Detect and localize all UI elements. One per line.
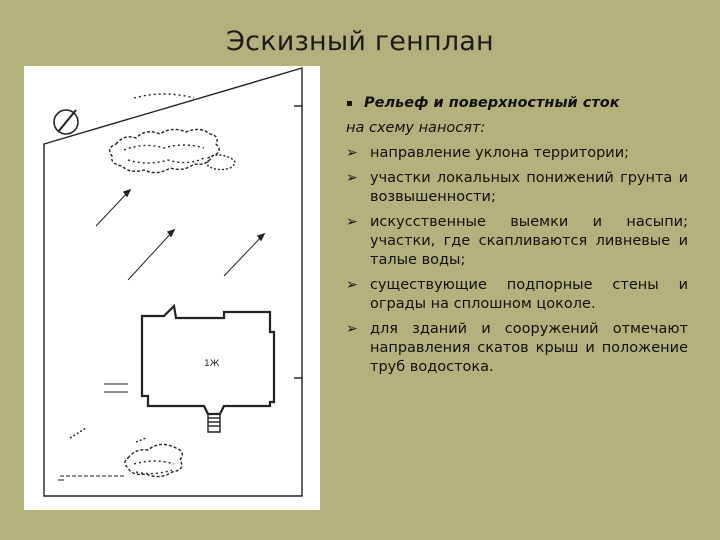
list-item-text: для зданий и сооружений отмечают направления скатов крыш и положение труб водостока. — [370, 321, 688, 375]
arrow-bullet-icon: ➢ — [346, 145, 358, 161]
intro-text: на схему наносят: — [346, 120, 486, 136]
site-plan-drawing — [24, 66, 320, 510]
square-bullet-icon: ▪ — [346, 98, 353, 109]
list-item — [346, 276, 688, 314]
tree-group-top — [110, 129, 219, 172]
arrow-bullet-icon: ➢ — [346, 277, 358, 293]
list-item — [346, 213, 688, 270]
list-item-text: участки локальных понижений грунта и возвышенности; — [370, 170, 688, 205]
arrow-bullet-icon: ➢ — [346, 321, 358, 337]
arrow-bullet-icon: ➢ — [346, 170, 358, 186]
list-item-text: существующие подпорные стены и ограды на сплошном цоколе. — [370, 277, 688, 312]
arrow-bullet-icon: ➢ — [346, 214, 358, 230]
site-boundary — [44, 68, 302, 496]
site-plan-image — [24, 66, 320, 510]
slide-title: Эскизный генплан — [226, 26, 494, 57]
list-item-text: искусственные выемки и насыпи; участки, где скапливаются ливневые и талые воды; — [370, 214, 688, 268]
list-item — [346, 144, 688, 163]
list-item — [346, 320, 688, 377]
list-item — [346, 169, 688, 207]
heading-row — [346, 94, 688, 113]
content-block — [346, 94, 688, 383]
section-heading: Рельеф и поверхностный сток — [364, 95, 620, 111]
building-label: 1Ж — [204, 359, 220, 369]
list-item-text: направление уклона территории; — [370, 145, 630, 161]
shrub-group-bottom — [125, 444, 182, 476]
